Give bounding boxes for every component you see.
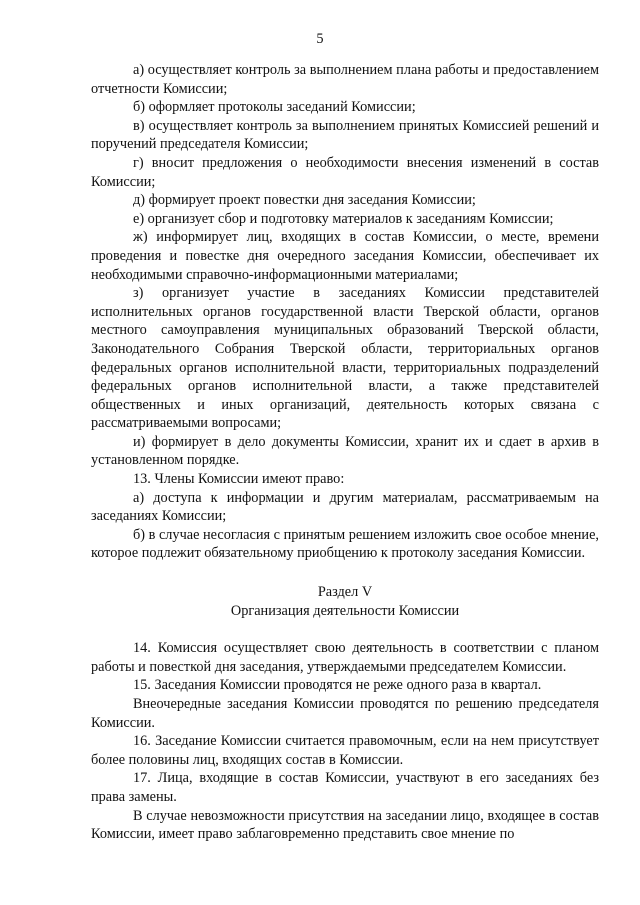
paragraph: в) осуществляет контроль за выполнением принятых Комиссией решений и поручений председателя Комиссии; (91, 117, 599, 153)
section-number: Раздел V (317, 584, 373, 601)
section-title: Организация деятельности Комиссии (230, 602, 460, 619)
paragraph: 17. Лица, входящие в состав Комиссии, участвуют в его заседаниях без права замены. (91, 770, 599, 805)
paragraph: Внеочередные заседания Комиссии проводятся по решению председателя Комиссии. (91, 696, 599, 731)
document-body (91, 61, 599, 844)
paragraph: з) организует участие в заседаниях Комиссии представителей исполнительных органов государственной власти Тверской области, органов местного самоуправления муниципальных образований Тверской области, Законодательного Собрания Тверской области, территориальных органов федеральных органов исполнительной власти, территориальных подразделений федеральных органов исполнительной власти, а также представителей общественных и иных организаций, деятельность которых связана с рассматриваемыми вопросами; (91, 285, 599, 432)
paragraph: д) формирует проект повестки дня заседания Комиссии; (133, 192, 476, 209)
paragraph: ж) информирует лиц, входящих в состав Комиссии, о месте, времени проведения и повестке дня очередного заседания Комиссии, обеспечивает их необходимыми справочно-информационными материалами; (91, 229, 599, 283)
paragraph: 13. Члены Комиссии имеют право: (133, 471, 345, 488)
paragraph: 14. Комиссия осуществляет свою деятельность в соответствии с планом работы и повесткой дня заседания, утверждаемыми председателем Комиссии. (91, 640, 599, 675)
paragraph: 15. Заседания Комиссии проводятся не реже одного раза в квартал. (133, 677, 542, 694)
paragraph: б) оформляет протоколы заседаний Комиссии; (133, 99, 416, 116)
paragraph: е) организует сбор и подготовку материалов к заседаниям Комиссии; (133, 210, 554, 227)
page-number: 5 (316, 31, 324, 47)
paragraph: а) доступа к информации и другим материалам, рассматриваемым на заседаниях Комиссии; (91, 489, 599, 525)
paragraph: б) в случае несогласия с принятым решением изложить свое особое мнение, которое подлежит обязательному приобщению к протоколу заседания Комиссии. (91, 526, 599, 562)
paragraph: г) вносит предложения о необходимости внесения изменений в состав Комиссии; (91, 154, 599, 190)
paragraph: 16. Заседание Комиссии считается правомочным, если на нем присутствует более половины лиц, входящих состав в Комиссии. (91, 733, 599, 768)
paragraph: В случае невозможности присутствия на заседании лицо, входящее в состав Комиссии, имеет право заблаговременно представить свое мнение по (91, 807, 599, 843)
paragraph: а) осуществляет контроль за выполнением плана работы и предоставлением отчетности Комиссии; (91, 62, 599, 97)
paragraph: и) формирует в дело документы Комиссии, хранит их и сдает в архив в установленном порядке. (91, 433, 599, 469)
